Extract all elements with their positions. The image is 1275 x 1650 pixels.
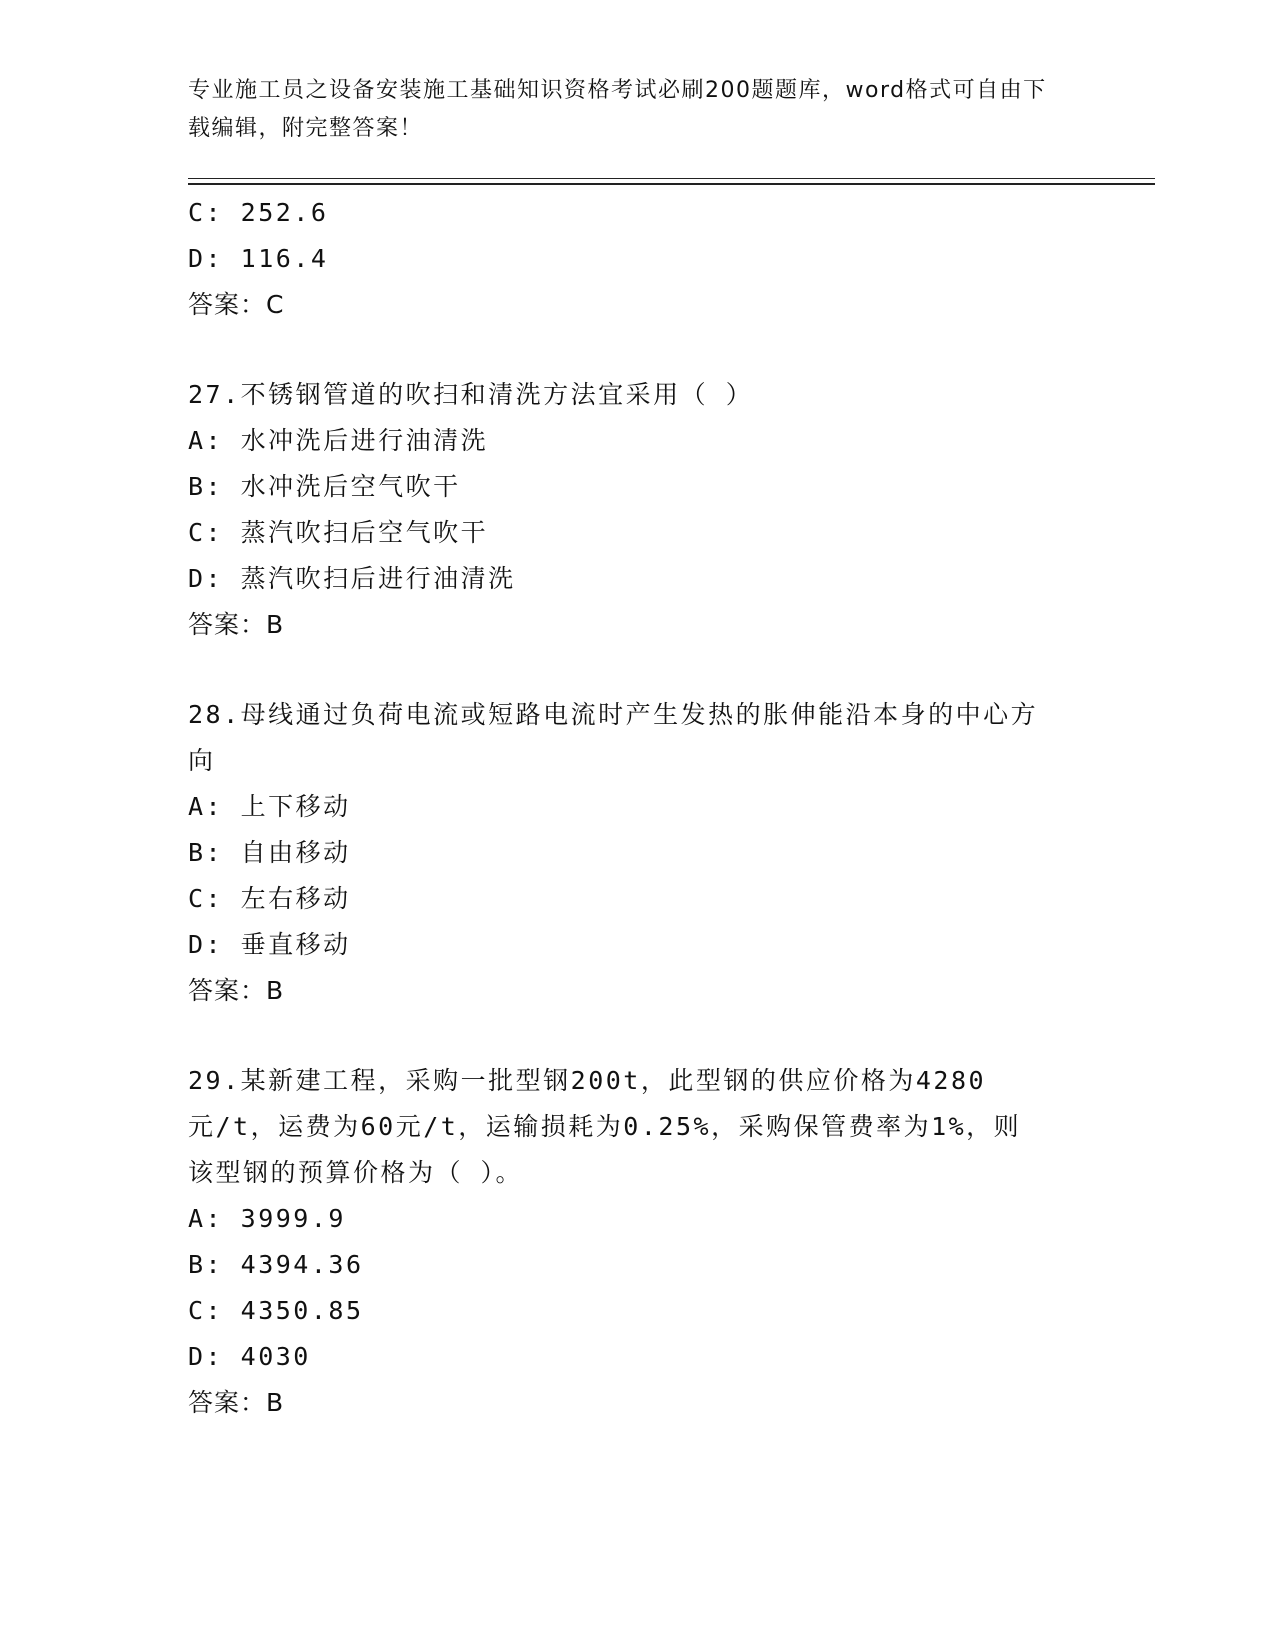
option-a: A: 水冲洗后进行油清洗: [188, 426, 489, 455]
option-b: B: 水冲洗后空气吹干: [188, 472, 461, 501]
option-d: D: 蒸汽吹扫后进行油清洗: [188, 564, 516, 593]
option-d: D: 垂直移动: [188, 930, 351, 959]
document-header: 专业施工员之设备安装施工基础知识资格考试必刷200题题库，word格式可自由下载编辑，附完整答案！: [188, 78, 1047, 141]
header-divider-thin: [188, 178, 1155, 179]
question-29: [188, 1058, 1088, 1426]
spacer: [188, 328, 1088, 372]
answer-line: 答案：C: [188, 290, 285, 319]
question-stem: 28.母线通过负荷电流或短路电流时产生发热的胀伸能沿本身的中心方向: [188, 700, 1039, 775]
answer-line: 答案：B: [188, 610, 285, 639]
question-28: [188, 692, 1088, 1014]
spacer: [188, 648, 1088, 692]
option-b: B: 4394.36: [188, 1250, 364, 1279]
option-c: C: 252.6: [188, 198, 329, 227]
option-c: C: 4350.85: [188, 1296, 364, 1325]
header-divider-thick: [188, 183, 1155, 185]
question-27: [188, 372, 1088, 648]
option-b: B: 自由移动: [188, 838, 351, 867]
option-a: A: 3999.9: [188, 1204, 346, 1233]
question-26-continuation: [188, 190, 1088, 328]
answer-line: 答案：B: [188, 1388, 285, 1417]
question-list: [188, 190, 1088, 1426]
option-d: D: 116.4: [188, 244, 329, 273]
answer-line: 答案：B: [188, 976, 285, 1005]
question-stem: 27.不锈钢管道的吹扫和清洗方法宜采用（ ）: [188, 380, 754, 409]
option-c: C: 左右移动: [188, 884, 351, 913]
option-d: D: 4030: [188, 1342, 311, 1371]
option-a: A: 上下移动: [188, 792, 351, 821]
spacer: [188, 1014, 1088, 1058]
option-c: C: 蒸汽吹扫后空气吹干: [188, 518, 489, 547]
question-stem: 29.某新建工程，采购一批型钢200t，此型钢的供应价格为4280元/t，运费为60元/t，运输损耗为0.25%，采购保管费率为1%，则该型钢的预算价格为（ ）。: [188, 1066, 1022, 1187]
